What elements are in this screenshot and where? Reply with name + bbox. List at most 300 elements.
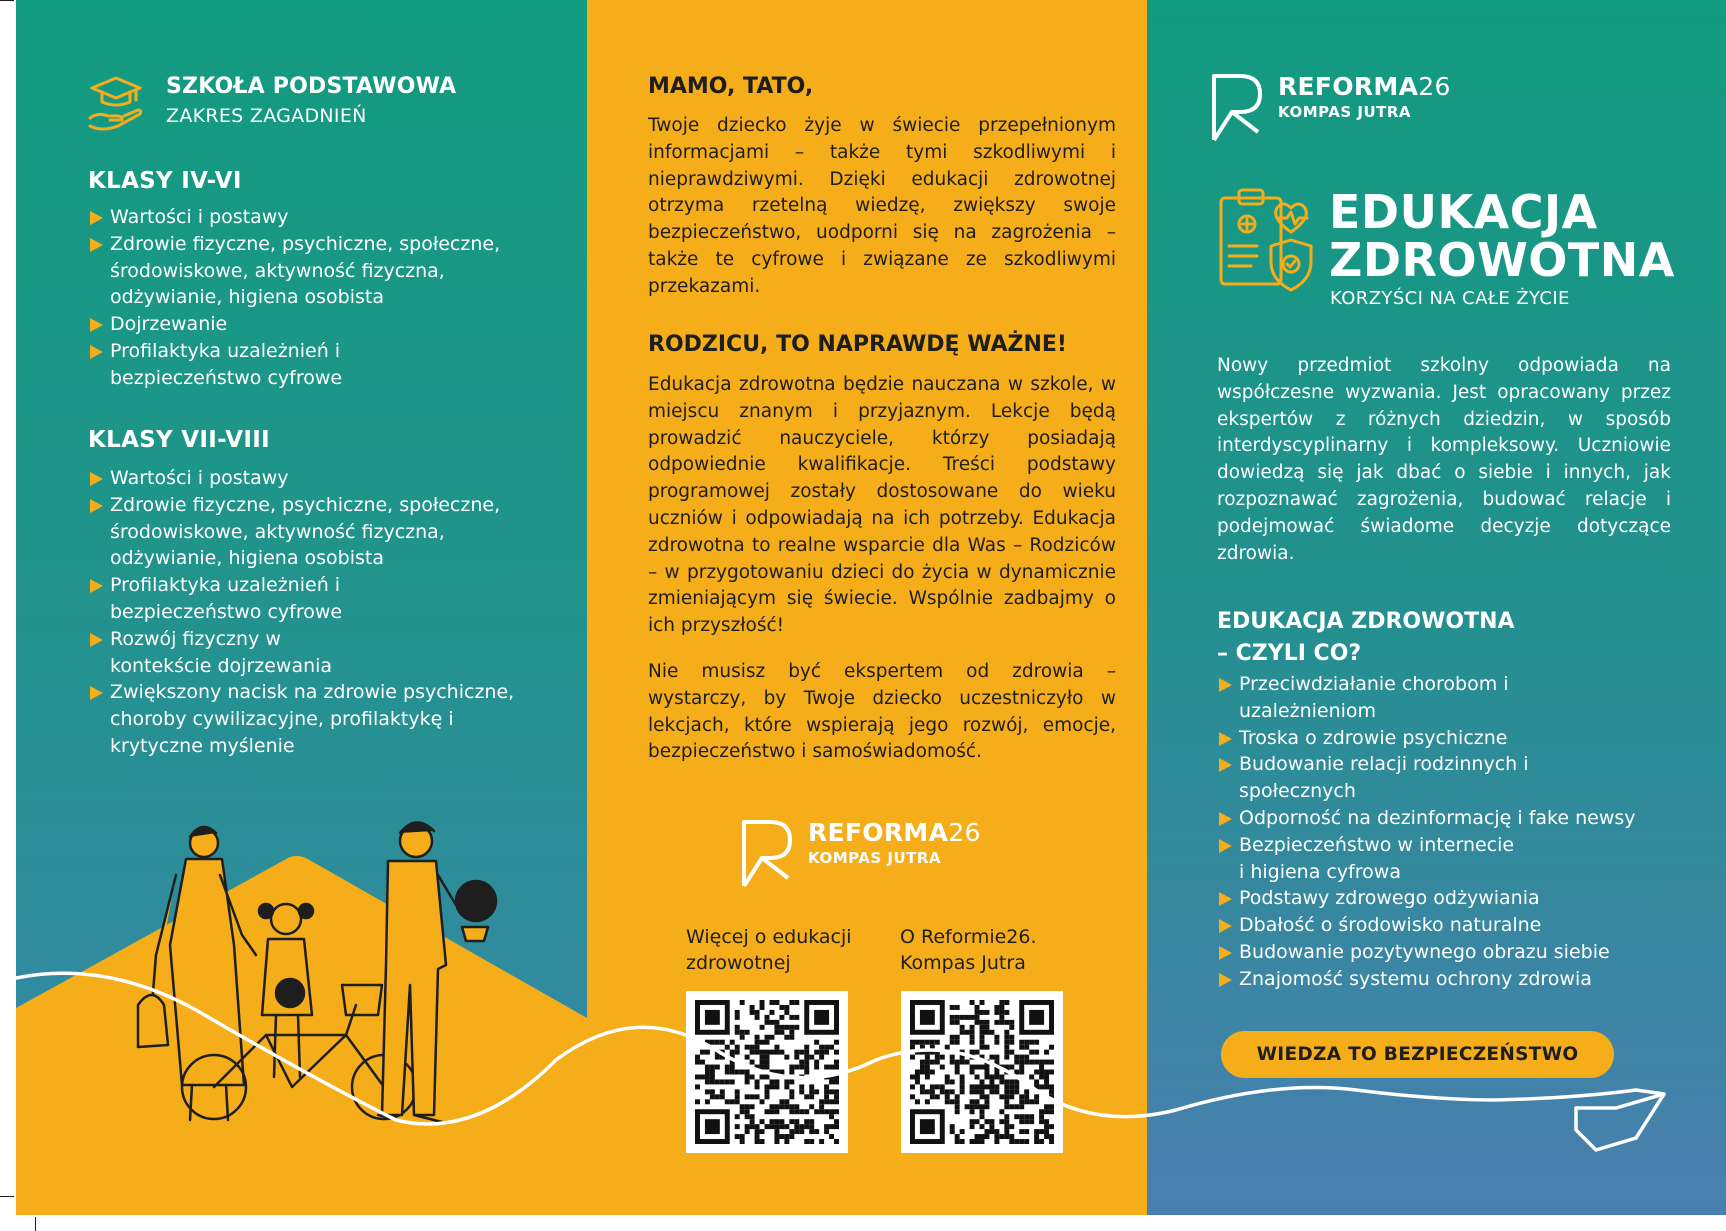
qr-module <box>980 1139 985 1144</box>
qr-module <box>970 1099 975 1104</box>
panel-middle <box>587 0 1147 1215</box>
qr-module <box>695 1060 700 1065</box>
qr-module <box>980 1055 985 1060</box>
logo-tagline: KOMPAS JUTRA <box>808 849 942 867</box>
qr-module <box>915 1040 920 1045</box>
qr-module <box>940 1089 945 1094</box>
qr-module <box>950 1124 955 1129</box>
qr-module <box>1019 1065 1024 1070</box>
qr-module <box>715 1055 720 1060</box>
qr-module <box>989 1030 994 1035</box>
qr-module <box>989 1055 994 1060</box>
qr-module <box>705 1065 710 1070</box>
qr-module <box>1004 1119 1009 1124</box>
qr-module <box>970 1119 975 1124</box>
qr-module <box>1034 1084 1039 1089</box>
list-item: Budowanie relacji rodzinnych i społecznych <box>1217 751 1537 805</box>
qr-module <box>794 1104 799 1109</box>
qr-module <box>824 1050 829 1055</box>
qr-module <box>824 1089 829 1094</box>
qr-module <box>755 1139 760 1144</box>
qr-module <box>765 1124 770 1129</box>
qr-module <box>794 1124 799 1129</box>
qr-module <box>750 1094 755 1099</box>
qr-module <box>789 1134 794 1139</box>
qr-module <box>829 1065 834 1070</box>
qr-module <box>1029 1099 1034 1104</box>
qr-module <box>915 1070 920 1075</box>
qr-module <box>1024 1040 1029 1045</box>
qr-module <box>980 1045 985 1050</box>
qr-module <box>755 1124 760 1129</box>
qr-module <box>1014 1060 1019 1065</box>
qr-module <box>970 1015 975 1020</box>
qr-module <box>955 1015 960 1020</box>
qr-module <box>715 1065 720 1070</box>
qr-module <box>799 1060 804 1065</box>
qr-module <box>760 1055 765 1060</box>
qr-module <box>930 1070 935 1075</box>
qr-module <box>960 1030 965 1035</box>
qr-module <box>994 1035 999 1040</box>
qr-module <box>960 1129 965 1134</box>
qr-module <box>994 1070 999 1075</box>
qr-module <box>984 1134 989 1139</box>
qr-module <box>1024 1055 1029 1060</box>
qr-module <box>765 1040 770 1045</box>
qr-module <box>1029 1040 1034 1045</box>
qr-module <box>950 1089 955 1094</box>
qr-module <box>715 1079 720 1084</box>
qr-module <box>1009 1104 1014 1109</box>
list-item: Dbałość o środowisko naturalne <box>1217 912 1687 939</box>
qr-module <box>970 1070 975 1075</box>
list-item: Budowanie pozytywnego obrazu siebie <box>1217 939 1687 966</box>
qr-module <box>1024 1089 1029 1094</box>
qr-module <box>1044 1129 1049 1134</box>
qr-module <box>1019 1055 1024 1060</box>
heading-parents: MAMO, TATO, <box>648 74 814 99</box>
qr-module <box>814 1060 819 1065</box>
qr-module <box>745 1030 750 1035</box>
qr-module <box>960 1074 965 1079</box>
cta-button[interactable]: WIEDZA TO BEZPIECZEŃSTWO <box>1221 1031 1614 1078</box>
qr-module <box>984 1129 989 1134</box>
qr-module <box>784 1084 789 1089</box>
qr-module <box>769 1020 774 1025</box>
qr-module <box>940 1065 945 1070</box>
qr-module <box>925 1070 930 1075</box>
qr-module <box>980 1010 985 1015</box>
qr-module <box>980 1114 985 1119</box>
qr-module <box>945 1089 950 1094</box>
qr-module <box>735 1089 740 1094</box>
qr-module <box>720 1079 725 1084</box>
qr-module <box>970 1040 975 1045</box>
qr-module <box>1044 1079 1049 1084</box>
qr-module <box>715 1040 720 1045</box>
qr-module <box>980 1089 985 1094</box>
qr-module <box>960 1015 965 1020</box>
qr-module <box>910 1045 915 1050</box>
qr-module <box>975 1139 980 1144</box>
panel-right <box>1147 0 1726 1215</box>
qr-module <box>769 1070 774 1075</box>
qr-module <box>804 1119 809 1124</box>
qr-module <box>1044 1074 1049 1079</box>
qr-module <box>760 1060 765 1065</box>
qr-module <box>994 1005 999 1010</box>
qr-module <box>980 1065 985 1070</box>
qr-module <box>960 1060 965 1065</box>
qr-module <box>834 1094 839 1099</box>
qr-module <box>700 1074 705 1079</box>
qr-module <box>725 1079 730 1084</box>
qr-module <box>970 1065 975 1070</box>
qr-module <box>999 1109 1004 1114</box>
qr-module <box>745 1055 750 1060</box>
qr-module <box>955 1040 960 1045</box>
qr-module <box>834 1099 839 1104</box>
qr-module <box>1004 1035 1009 1040</box>
qr-module <box>1004 1040 1009 1045</box>
qr-module <box>819 1050 824 1055</box>
qr-module <box>824 1109 829 1114</box>
qr-module <box>745 1109 750 1114</box>
qr-module <box>784 1134 789 1139</box>
qr-module <box>1014 1114 1019 1119</box>
qr-module <box>925 1099 930 1104</box>
qr-module <box>1049 1089 1054 1094</box>
qr-module <box>735 1025 740 1030</box>
qr-module <box>804 1109 809 1114</box>
qr-module <box>935 1094 940 1099</box>
qr-module <box>1014 1084 1019 1089</box>
qr-module <box>1029 1119 1034 1124</box>
qr-module <box>710 1089 715 1094</box>
qr-module <box>794 1025 799 1030</box>
qr-module <box>910 1074 915 1079</box>
qr-module <box>774 1050 779 1055</box>
qr-module <box>740 1104 745 1109</box>
qr-module <box>755 1129 760 1134</box>
qr-module <box>984 1074 989 1079</box>
qr-module <box>984 1065 989 1070</box>
logo-name: REFORMA <box>808 818 949 847</box>
qr-module <box>930 1040 935 1045</box>
qr-module <box>935 1060 940 1065</box>
qr-module <box>920 1089 925 1094</box>
qr-module <box>769 1035 774 1040</box>
qr-module <box>1029 1050 1034 1055</box>
qr-module <box>1014 1104 1019 1109</box>
qr-module <box>824 1045 829 1050</box>
qr-module <box>994 1065 999 1070</box>
qr-module <box>834 1109 839 1114</box>
qr-module <box>1014 1079 1019 1084</box>
qr-module <box>834 1050 839 1055</box>
qr-module <box>814 1089 819 1094</box>
qr-module <box>975 1005 980 1010</box>
qr-module <box>1044 1084 1049 1089</box>
qr-module <box>994 1040 999 1045</box>
qr-module <box>930 1094 935 1099</box>
qr-module <box>970 1124 975 1129</box>
qr-module <box>1049 1045 1054 1050</box>
crop-mark <box>0 1196 14 1197</box>
qr-module <box>970 1104 975 1109</box>
qr-module <box>1039 1109 1044 1114</box>
qr-module <box>920 1040 925 1045</box>
qr-module <box>910 1040 915 1045</box>
qr-module <box>999 1119 1004 1124</box>
qr-module <box>1039 1139 1044 1144</box>
section-title-iv-vi: KLASY IV-VI <box>88 168 242 194</box>
qr-module <box>784 1055 789 1060</box>
qr-module <box>774 1020 779 1025</box>
qr-code-reforma[interactable] <box>901 991 1063 1153</box>
qr-module <box>794 1109 799 1114</box>
qr-module <box>935 1084 940 1089</box>
qr-module <box>824 1094 829 1099</box>
qr-module <box>1039 1074 1044 1079</box>
qr-module <box>930 1089 935 1094</box>
qr-module <box>1044 1134 1049 1139</box>
paragraph-subject: Nowy przedmiot szkolny odpowiada na współczesne wyzwania. Jest opracowany przez ekspertów z różnych dziedzin, w sposób interdyscyplinarny i kompleksowy. Uczniowie dowiedzą się jak dbać o siebie i innych, jak rozpoznawać zagrożenia, budować relacje i podejmować świadome decyzje dotyczące zdrowia. <box>1217 355 1671 564</box>
qr-module <box>1004 1000 1009 1005</box>
qr-module <box>999 1005 1004 1010</box>
qr-module <box>970 1035 975 1040</box>
qr-module <box>705 1099 710 1104</box>
qr-module <box>960 1055 965 1060</box>
qr-module <box>1024 1060 1029 1065</box>
qr-module <box>945 1099 950 1104</box>
reforma-logo <box>740 818 981 890</box>
qr-module <box>784 1139 789 1144</box>
qr-module <box>1004 1114 1009 1119</box>
qr-module <box>769 1084 774 1089</box>
qr-module <box>779 1099 784 1104</box>
qr-module <box>975 1015 980 1020</box>
qr-module <box>760 1099 765 1104</box>
qr-module <box>1044 1124 1049 1129</box>
qr-module <box>809 1119 814 1124</box>
qr-module <box>1024 1099 1029 1104</box>
qr-module <box>989 1089 994 1094</box>
qr-module <box>955 1065 960 1070</box>
qr-module <box>789 1015 794 1020</box>
qr-module <box>1034 1129 1039 1134</box>
qr-module <box>1024 1129 1029 1134</box>
qr-module <box>735 1099 740 1104</box>
brochure <box>16 0 1726 1215</box>
qr-module <box>755 1015 760 1020</box>
qr-module <box>809 1139 814 1144</box>
qr-module <box>935 1055 940 1060</box>
list-item: Przeciwdziałanie chorobom i uzależnieniom <box>1217 671 1517 725</box>
qr-module <box>915 1050 920 1055</box>
qr-module <box>930 1050 935 1055</box>
qr-module <box>915 1079 920 1084</box>
qr-module <box>984 1099 989 1104</box>
qr-module <box>769 1050 774 1055</box>
qr-module <box>1049 1094 1054 1099</box>
qr-module <box>989 1129 994 1134</box>
qr-module <box>1039 1065 1044 1070</box>
qr-module <box>984 1060 989 1065</box>
qr-module <box>755 1084 760 1089</box>
qr-module <box>695 1084 700 1089</box>
qr-code-education[interactable] <box>686 991 848 1153</box>
heading-what-is-line1: EDUKACJA ZDROWOTNA <box>1217 609 1515 634</box>
qr-module <box>765 1109 770 1114</box>
qr-module <box>760 1139 765 1144</box>
qr-module <box>1049 1060 1054 1065</box>
qr-module <box>789 1094 794 1099</box>
qr-module <box>769 1010 774 1015</box>
qr-module <box>960 1025 965 1030</box>
qr-module <box>789 1119 794 1124</box>
qr-module <box>1044 1109 1049 1114</box>
qr-module <box>1009 1124 1014 1129</box>
list-item: Profilaktyka uzależnień i bezpieczeństwo cyfrowe <box>88 338 358 392</box>
qr-module <box>799 1074 804 1079</box>
qr-module <box>809 1094 814 1099</box>
qr-module <box>774 1109 779 1114</box>
qr-module <box>1004 1104 1009 1109</box>
qr-module <box>745 1124 750 1129</box>
qr-module <box>814 1050 819 1055</box>
qr-module <box>725 1070 730 1075</box>
qr-module <box>769 1124 774 1129</box>
qr-module <box>710 1065 715 1070</box>
qr-module <box>750 1010 755 1015</box>
qr-module <box>1019 1104 1024 1109</box>
list-item: Bezpieczeństwo w internecie i higiena cyfrowa <box>1217 832 1517 886</box>
qr-module <box>970 1109 975 1114</box>
qr-module <box>824 1129 829 1134</box>
qr-module <box>774 1124 779 1129</box>
qr-module <box>989 1119 994 1124</box>
qr-module <box>700 1050 705 1055</box>
qr-module <box>774 1025 779 1030</box>
qr-module <box>774 1079 779 1084</box>
qr-module <box>760 1129 765 1134</box>
qr-module <box>784 1010 789 1015</box>
heading-important: RODZICU, TO NAPRAWDĘ WAŻNE! <box>648 332 1067 357</box>
qr-module <box>994 1134 999 1139</box>
qr-module <box>735 1015 740 1020</box>
qr-module <box>994 1089 999 1094</box>
qr-module <box>1009 1020 1014 1025</box>
qr-module <box>994 1020 999 1025</box>
qr-module <box>970 1025 975 1030</box>
qr-module <box>695 1074 700 1079</box>
qr-module <box>975 1020 980 1025</box>
qr-module <box>804 1060 809 1065</box>
qr-module <box>994 1139 999 1144</box>
qr-module <box>984 1070 989 1075</box>
qr-module <box>730 1079 735 1084</box>
qr-module <box>1009 1084 1014 1089</box>
qr-module <box>1004 1065 1009 1070</box>
qr-module <box>745 1074 750 1079</box>
qr-module <box>1049 1134 1054 1139</box>
qr-module <box>814 1109 819 1114</box>
qr-module <box>755 1045 760 1050</box>
school-subtitle: ZAKRES ZAGADNIEŃ <box>166 105 367 127</box>
qr-module <box>765 1035 770 1040</box>
crop-mark <box>0 0 14 1</box>
family-illustration <box>116 815 506 1145</box>
qr-module <box>710 1079 715 1084</box>
qr-module <box>740 1139 745 1144</box>
qr-module <box>999 1079 1004 1084</box>
qr-module <box>930 1060 935 1065</box>
qr-module <box>829 1074 834 1079</box>
qr-module <box>1004 1045 1009 1050</box>
qr-module <box>750 1114 755 1119</box>
qr-module <box>794 1050 799 1055</box>
qr-module <box>1019 1139 1024 1144</box>
qr-finder <box>920 1010 935 1025</box>
qr-module <box>720 1089 725 1094</box>
qr-module <box>994 1055 999 1060</box>
list-vii-viii <box>88 465 558 760</box>
qr-module <box>999 1134 1004 1139</box>
school-title: SZKOŁA PODSTAWOWA <box>166 74 457 99</box>
qr-module <box>955 1020 960 1025</box>
qr-module <box>794 1015 799 1020</box>
qr-module <box>769 1000 774 1005</box>
qr-module <box>980 1124 985 1129</box>
qr-module <box>1019 1060 1024 1065</box>
qr-module <box>705 1079 710 1084</box>
qr-module <box>950 1099 955 1104</box>
qr-module <box>945 1045 950 1050</box>
qr-module <box>794 1129 799 1134</box>
qr-module <box>755 1010 760 1015</box>
qr-module <box>705 1074 710 1079</box>
qr-module <box>950 1005 955 1010</box>
qr-module <box>965 1015 970 1020</box>
qr-module <box>1029 1060 1034 1065</box>
qr-module <box>819 1045 824 1050</box>
qr-label-reforma: O Reformie26. Kompas Jutra <box>900 926 1037 974</box>
qr-module <box>760 1025 765 1030</box>
qr-module <box>965 1104 970 1109</box>
qr-module <box>1004 1055 1009 1060</box>
health-clipboard-icon <box>1217 186 1317 294</box>
qr-module <box>765 1020 770 1025</box>
reforma-logo-icon <box>1210 72 1266 144</box>
qr-module <box>834 1079 839 1084</box>
qr-module <box>769 1109 774 1114</box>
qr-module <box>925 1089 930 1094</box>
qr-module <box>819 1104 824 1109</box>
qr-module <box>725 1045 730 1050</box>
qr-module <box>970 1000 975 1005</box>
qr-module <box>809 1129 814 1134</box>
qr-module <box>1024 1139 1029 1144</box>
list-item: Zwiększony nacisk na zdrowie psychiczne, choroby cywilizacyjne, profilaktykę i krytyczne myślenie <box>88 679 548 759</box>
qr-module <box>955 1104 960 1109</box>
qr-module <box>784 1005 789 1010</box>
qr-module <box>920 1060 925 1065</box>
qr-module <box>984 1094 989 1099</box>
qr-finder <box>705 1010 720 1025</box>
qr-module <box>829 1089 834 1094</box>
